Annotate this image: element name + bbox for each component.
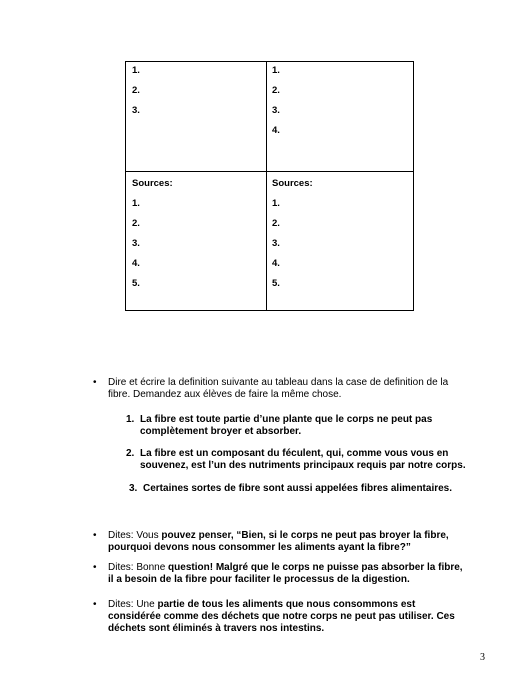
text-line: il a besoin de la fibre pour faciliter le processus de la digestion.: [108, 574, 410, 585]
bullet-icon: •: [93, 562, 97, 573]
definition-number: 1.: [126, 414, 135, 425]
bullet-instruction: [93, 377, 493, 403]
text-line: Certaines sortes de fibre sont aussi appelées fibres alimentaires.: [143, 483, 453, 494]
page-number: 3: [480, 652, 485, 663]
instruction-text: [108, 599, 483, 635]
list-item: 3.: [272, 105, 280, 116]
text-prefix: Dites: Vous: [108, 530, 162, 541]
fibre-table: [125, 61, 414, 311]
bullet-dites-2: [93, 562, 493, 588]
text-line: complètement broyer et absorber.: [140, 426, 302, 437]
instruction-text: [108, 530, 483, 554]
sources-label: Sources:: [132, 178, 173, 189]
list-item: 3.: [132, 105, 140, 116]
definition-item-2: [126, 448, 496, 474]
text-line: La fibre est un composant du féculent, qui, comme vous vous en: [140, 448, 449, 459]
list-item: 1.: [132, 198, 140, 209]
list-item: 3.: [272, 238, 280, 249]
text-line: [108, 530, 483, 542]
text-prefix: Dites: Bonne: [108, 562, 169, 573]
list-item: 1.: [272, 65, 280, 76]
text-prefix: Dites: Une: [108, 599, 158, 610]
table-cell-bottom-left: [132, 178, 173, 298]
sources-label: Sources:: [272, 178, 313, 189]
instruction-text: [108, 377, 483, 401]
list-item: 2.: [132, 85, 140, 96]
instruction-text: [108, 562, 483, 586]
list-item: 4.: [132, 258, 140, 269]
table-cell-top-left: [132, 65, 140, 125]
text-line: [108, 599, 483, 611]
text-line: fibre. Demandez aux élèves de faire la même chose.: [108, 389, 342, 400]
list-item: 2.: [272, 218, 280, 229]
definition-number: 3.: [129, 483, 138, 494]
text-bold: pouvez penser, “Bien, si le corps ne peut pas broyer la fibre,: [161, 530, 449, 541]
bullet-icon: •: [93, 599, 97, 610]
table-horizontal-divider: [126, 171, 413, 172]
list-item: 2.: [132, 218, 140, 229]
list-item: 4.: [272, 258, 280, 269]
list-item: 2.: [272, 85, 280, 96]
text-line: La fibre est toute partie d’une plante que le corps ne peut pas: [140, 414, 433, 425]
bullet-dites-3: [93, 599, 493, 637]
text-line: considérée comme des déchets que notre corps ne peut pas utiliser. Ces: [108, 611, 455, 622]
list-item: 3.: [132, 238, 140, 249]
list-item: 4.: [272, 125, 280, 136]
text-line: [108, 562, 483, 574]
table-cell-bottom-right: [272, 178, 313, 298]
bullet-icon: •: [93, 530, 97, 541]
list-item: 5.: [272, 278, 280, 289]
definition-number: 2.: [126, 448, 135, 459]
text-bold: question! Malgré que le corps ne puisse pas absorber la fibre,: [168, 562, 463, 573]
definition-item-3: [129, 483, 499, 497]
text-line: pourquoi devons nous consommer les aliments ayant la fibre?”: [108, 542, 411, 553]
text-line: Dire et écrire la definition suivante au tableau dans la case de definition de la: [108, 377, 449, 388]
list-item: 1.: [272, 198, 280, 209]
definition-item-1: [126, 414, 496, 440]
bullet-dites-1: [93, 530, 493, 556]
table-cell-top-right: [272, 65, 280, 145]
text-bold: partie de tous les aliments que nous consommons est: [157, 599, 416, 610]
table-vertical-divider: [266, 62, 267, 310]
text-line: souvenez, est l’un des nutriments principaux requis par notre corps.: [140, 460, 466, 471]
text-line: déchets sont éliminés à travers nos intestins.: [108, 623, 325, 634]
list-item: 1.: [132, 65, 140, 76]
list-item: 5.: [132, 278, 140, 289]
bullet-icon: •: [93, 377, 97, 388]
